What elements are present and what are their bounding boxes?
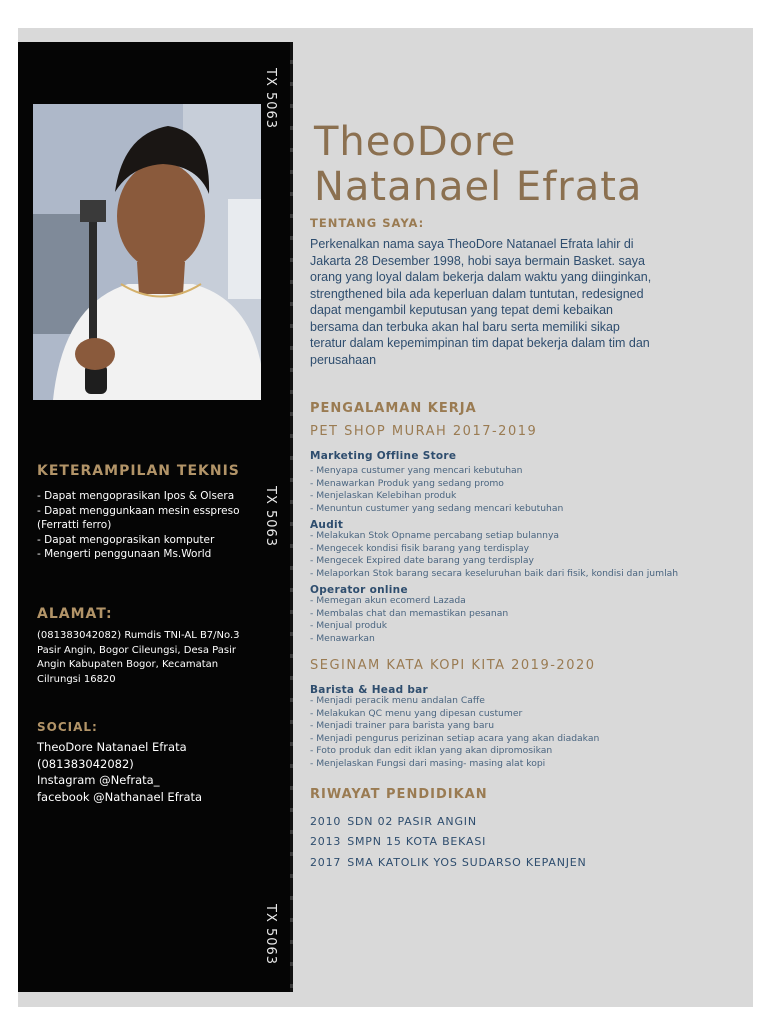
- task-item: - Melakukan Stok Opname percabang setiap bulannya: [310, 530, 560, 541]
- task-item: - Foto produk dan edit iklan yang akan dipromosikan: [310, 745, 553, 757]
- role-barista-tasks: [310, 695, 599, 771]
- task-item: - Menawarkan: [310, 632, 375, 644]
- task-item: - Menuntun custumer yang sedang mencari kebutuhan: [310, 502, 564, 514]
- address-text: [37, 629, 240, 687]
- role-barista: Barista & Head bar: [310, 684, 429, 696]
- address-line: (081383042082) Rumdis TNI-AL B7/No.3: [37, 630, 240, 641]
- name-first: TheoDore: [314, 119, 517, 165]
- task-item: - Menjelaskan Fungsi dari masing- masing alat kopi: [310, 757, 546, 769]
- skills-line: - Mengerti penggunaan Ms.World: [37, 548, 212, 560]
- task-item: - Mengecek kondisi fisik barang yang terdisplay: [310, 542, 530, 554]
- task-item: - Melaporkan Stok barang secara keseluruhan baik dari fisik, kondisi dan jumlah: [310, 567, 679, 579]
- task-item: - Menjadi pengurus perizinan setiap acara yang akan diadakan: [310, 732, 600, 744]
- social-facebook: facebook @Nathanael Efrata: [37, 789, 203, 804]
- about-line: bersama dan terbuka akan hal baru serta memiliki sikap: [310, 319, 620, 334]
- address-line: Pasir Angin, Bogor Cileungsi, Desa Pasir: [37, 644, 236, 656]
- task-item: - Membalas chat dan memastikan pesanan: [310, 607, 509, 619]
- social-text: [37, 739, 202, 805]
- education-school: SMA KATOLIK YOS SUDARSO KEPANJEN: [347, 856, 587, 869]
- address-line: Cilrungsi 16820: [37, 673, 116, 685]
- social-heading: SOCIAL:: [37, 720, 98, 734]
- full-name: [314, 120, 642, 210]
- role-operator-tasks: [310, 595, 508, 645]
- film-code-bottom: TX 5063: [263, 904, 278, 966]
- name-last: Natanael Efrata: [314, 164, 643, 210]
- role-audit: Audit: [310, 519, 344, 531]
- about-line: Perkenalkan nama saya TheoDore Natanael Efrata lahir di: [310, 237, 634, 251]
- about-line: teratur dalam kepemimpinan tim dapat bekerja dalam tim dan: [310, 336, 650, 350]
- role-operator: Operator online: [310, 584, 408, 596]
- about-line: Jakarta 28 Desember 1998, hobi saya bermain Basket. saya: [310, 253, 645, 268]
- address-line: Angin Kabupaten Bogor, Kecamatan: [37, 659, 219, 670]
- profile-photo: [33, 104, 261, 400]
- skills-line: - Dapat mengoprasikan komputer: [37, 533, 215, 546]
- task-item: - Menawarkan Produk yang sedang promo: [310, 477, 504, 489]
- social-name: TheoDore Natanael Efrata: [37, 740, 187, 754]
- about-line: orang yang loyal dalam bekerja dalam waktu yang diinginkan,: [310, 270, 652, 284]
- address-heading: ALAMAT:: [37, 606, 113, 622]
- education-item: [310, 835, 492, 848]
- skills-line: - Dapat menggunkaan mesin esspreso: [37, 504, 240, 517]
- task-item: - Menjual produk: [310, 620, 388, 632]
- role-marketing: Marketing Offline Store: [310, 450, 457, 462]
- company-1: PET SHOP MURAH 2017-2019: [310, 424, 538, 439]
- task-item: - Menjadi peracik menu andalan Caffe: [310, 695, 485, 706]
- about-line: dapat mengambil keputusan yang tepat demi kebaikan: [310, 303, 613, 317]
- company-2: SEGINAM KATA KOPI KITA 2019-2020: [310, 658, 596, 673]
- education-item: [310, 856, 593, 869]
- about-heading: TENTANG SAYA:: [310, 216, 425, 230]
- social-phone: (081383042082): [37, 756, 134, 771]
- social-instagram: Instagram @Nefrata_: [37, 773, 160, 787]
- task-item: - Menjadi trainer para barista yang baru: [310, 720, 495, 732]
- skills-line: (Ferratti ferro): [37, 519, 112, 531]
- education-heading: RIWAYAT PENDIDIKAN: [310, 787, 488, 802]
- skills-line: - Dapat mengoprasikan Ipos & Olsera: [37, 490, 235, 502]
- about-line: strengthened bila ada keperluan dalam tuntutan, redesigned: [310, 286, 644, 301]
- experience-heading: PENGALAMAN KERJA: [310, 401, 477, 416]
- film-code-middle: TX 5063: [263, 486, 278, 548]
- skills-heading: KETERAMPILAN TEKNIS: [37, 463, 240, 479]
- role-audit-tasks: [310, 530, 678, 580]
- role-marketing-tasks: [310, 465, 563, 515]
- education-year: 2017: [310, 856, 342, 869]
- task-item: - Mengecek Expired date barang yang terdisplay: [310, 555, 534, 567]
- education-item: [310, 815, 483, 828]
- task-item: - Menjelaskan Kelebihan produk: [310, 490, 457, 502]
- about-text: [310, 236, 670, 368]
- education-school: SDN 02 PASIR ANGIN: [347, 815, 477, 828]
- education-year: 2010: [310, 815, 342, 828]
- task-item: - Melakukan QC menu yang dipesan custumer: [310, 707, 523, 719]
- task-item: - Memegan akun ecomerd Lazada: [310, 595, 466, 606]
- education-year: 2013: [310, 835, 342, 848]
- task-item: - Menyapa custumer yang mencari kebutuhan: [310, 465, 523, 476]
- education-school: SMPN 15 KOTA BEKASI: [347, 835, 487, 848]
- skills-list: [37, 489, 240, 562]
- film-strip-edge: [290, 42, 293, 992]
- about-line: perusahaan: [310, 352, 377, 367]
- film-code-top: TX 5063: [263, 68, 278, 130]
